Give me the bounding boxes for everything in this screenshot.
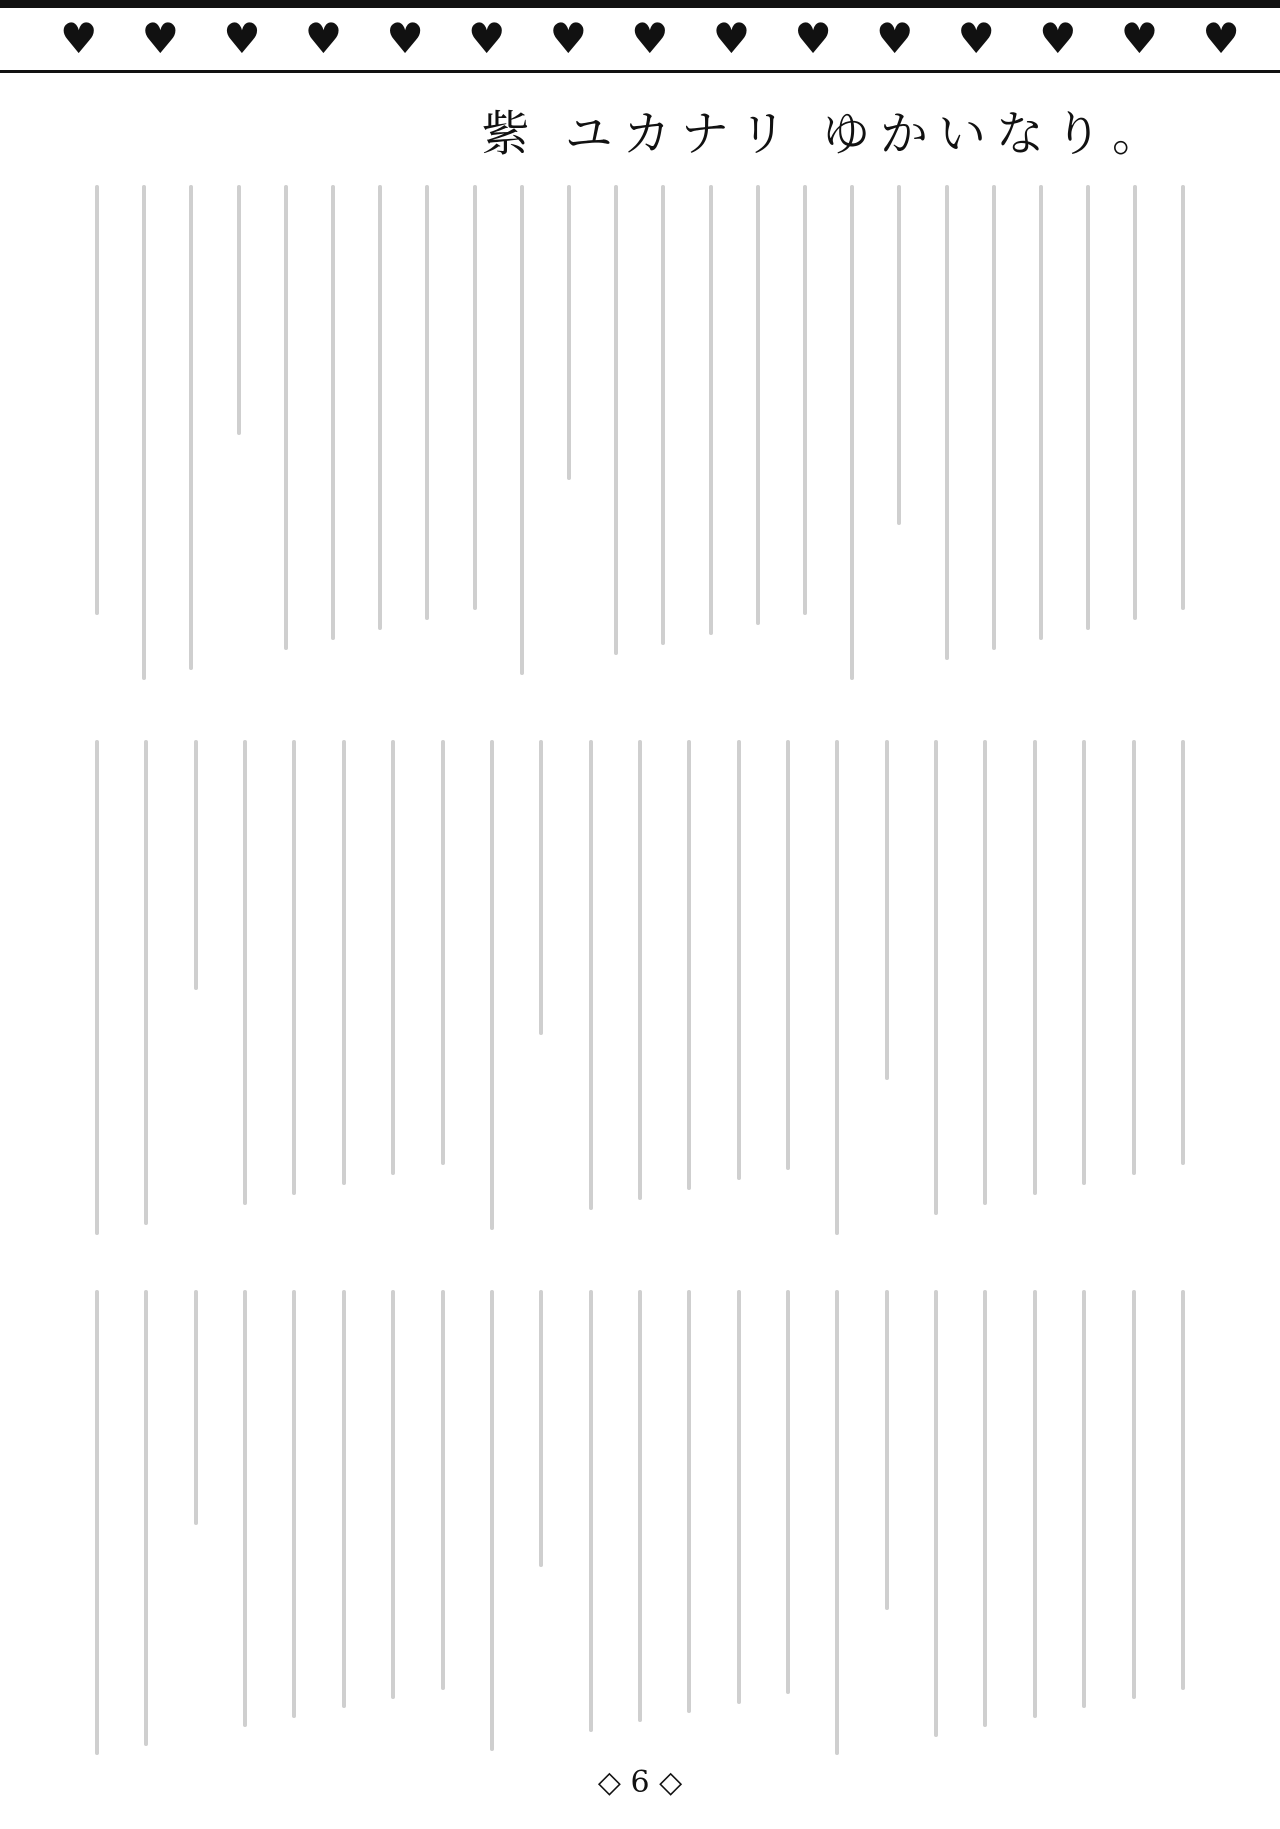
heart-icon: ♥ — [712, 14, 751, 63]
text-column-placeholder — [342, 740, 346, 1185]
text-column-placeholder — [292, 1290, 296, 1718]
heart-icon: ♥ — [549, 14, 588, 63]
heart-icon: ♥ — [631, 14, 669, 63]
heart-icon: ♥ — [875, 14, 914, 63]
text-column-placeholder — [1181, 1290, 1185, 1690]
text-column-placeholder — [1086, 185, 1090, 630]
text-column-placeholder — [189, 185, 193, 670]
text-column-placeholder — [1033, 740, 1037, 1195]
text-column-placeholder — [1033, 1290, 1037, 1718]
heart-icon: ♥ — [223, 14, 261, 63]
text-column-placeholder — [95, 1290, 99, 1755]
text-column-placeholder — [539, 1290, 543, 1567]
text-column-placeholder — [441, 740, 445, 1165]
text-column-placeholder — [490, 1290, 494, 1751]
text-column-placeholder — [983, 1290, 987, 1727]
text-column-placeholder — [638, 1290, 642, 1722]
text-column-placeholder — [934, 1290, 938, 1737]
text-column-placeholder — [885, 740, 889, 1080]
heart-icon: ♥ — [60, 14, 98, 63]
text-column-placeholder — [614, 185, 618, 655]
text-column-placeholder — [144, 1290, 148, 1746]
heart-icon: ♥ — [1202, 14, 1240, 63]
text-column-placeholder — [237, 185, 241, 435]
heart-icon: ♥ — [141, 14, 180, 63]
text-column-placeholder — [687, 1290, 691, 1713]
text-column-placeholder — [885, 1290, 889, 1610]
text-column-placeholder — [142, 185, 146, 680]
text-column-placeholder — [835, 1290, 839, 1755]
text-column-placeholder — [638, 740, 642, 1200]
text-column-placeholder — [490, 740, 494, 1230]
text-column-placeholder — [1181, 740, 1185, 1165]
heart-icon: ♥ — [304, 14, 343, 63]
page-number: ◇ 6 ◇ — [597, 1765, 683, 1800]
text-column-placeholder — [243, 740, 247, 1205]
text-column-placeholder — [391, 740, 395, 1175]
text-block-2 — [95, 740, 1185, 1240]
heart-icon: ♥ — [957, 14, 996, 63]
text-column-placeholder — [661, 185, 665, 645]
text-column-placeholder — [835, 740, 839, 1235]
text-column-placeholder — [391, 1290, 395, 1699]
text-column-placeholder — [992, 185, 996, 650]
text-column-placeholder — [786, 740, 790, 1170]
text-column-placeholder — [1132, 1290, 1136, 1699]
text-column-placeholder — [934, 740, 938, 1215]
heart-icon: ♥ — [794, 14, 832, 63]
text-column-placeholder — [803, 185, 807, 615]
text-column-placeholder — [342, 1290, 346, 1708]
text-column-placeholder — [897, 185, 901, 525]
text-column-placeholder — [1082, 1290, 1086, 1708]
text-column-placeholder — [850, 185, 854, 680]
text-column-placeholder — [284, 185, 288, 650]
text-column-placeholder — [567, 185, 571, 480]
text-column-placeholder — [292, 740, 296, 1195]
text-column-placeholder — [1132, 740, 1136, 1175]
text-column-placeholder — [378, 185, 382, 630]
text-column-placeholder — [945, 185, 949, 660]
text-block-1 — [95, 185, 1185, 685]
heart-icon: ♥ — [467, 14, 506, 63]
text-column-placeholder — [756, 185, 760, 625]
text-column-placeholder — [194, 740, 198, 990]
text-column-placeholder — [1181, 185, 1185, 610]
heart-icon: ♥ — [1039, 14, 1077, 63]
heart-icon: ♥ — [386, 14, 425, 63]
top-border — [0, 0, 1280, 8]
heart-icon: ♥ — [1120, 14, 1159, 63]
text-column-placeholder — [194, 1290, 198, 1525]
text-column-placeholder — [520, 185, 524, 675]
header-divider — [0, 70, 1280, 73]
text-column-placeholder — [243, 1290, 247, 1727]
text-column-placeholder — [709, 185, 713, 635]
text-column-placeholder — [589, 1290, 593, 1732]
text-column-placeholder — [786, 1290, 790, 1694]
text-column-placeholder — [425, 185, 429, 620]
text-column-placeholder — [983, 740, 987, 1205]
text-column-placeholder — [95, 185, 99, 615]
text-column-placeholder — [473, 185, 477, 610]
heart-border-row — [60, 14, 1240, 64]
text-column-placeholder — [1133, 185, 1137, 620]
page-title: 紫 ユカナリ ゆかいなり。 — [481, 106, 1170, 162]
text-column-placeholder — [95, 740, 99, 1235]
text-column-placeholder — [539, 740, 543, 1035]
text-block-3 — [95, 1290, 1185, 1760]
text-column-placeholder — [737, 1290, 741, 1704]
text-column-placeholder — [737, 740, 741, 1180]
text-column-placeholder — [441, 1290, 445, 1690]
text-column-placeholder — [1039, 185, 1043, 640]
text-column-placeholder — [144, 740, 148, 1225]
text-column-placeholder — [331, 185, 335, 640]
text-column-placeholder — [589, 740, 593, 1210]
text-column-placeholder — [687, 740, 691, 1190]
text-column-placeholder — [1082, 740, 1086, 1185]
